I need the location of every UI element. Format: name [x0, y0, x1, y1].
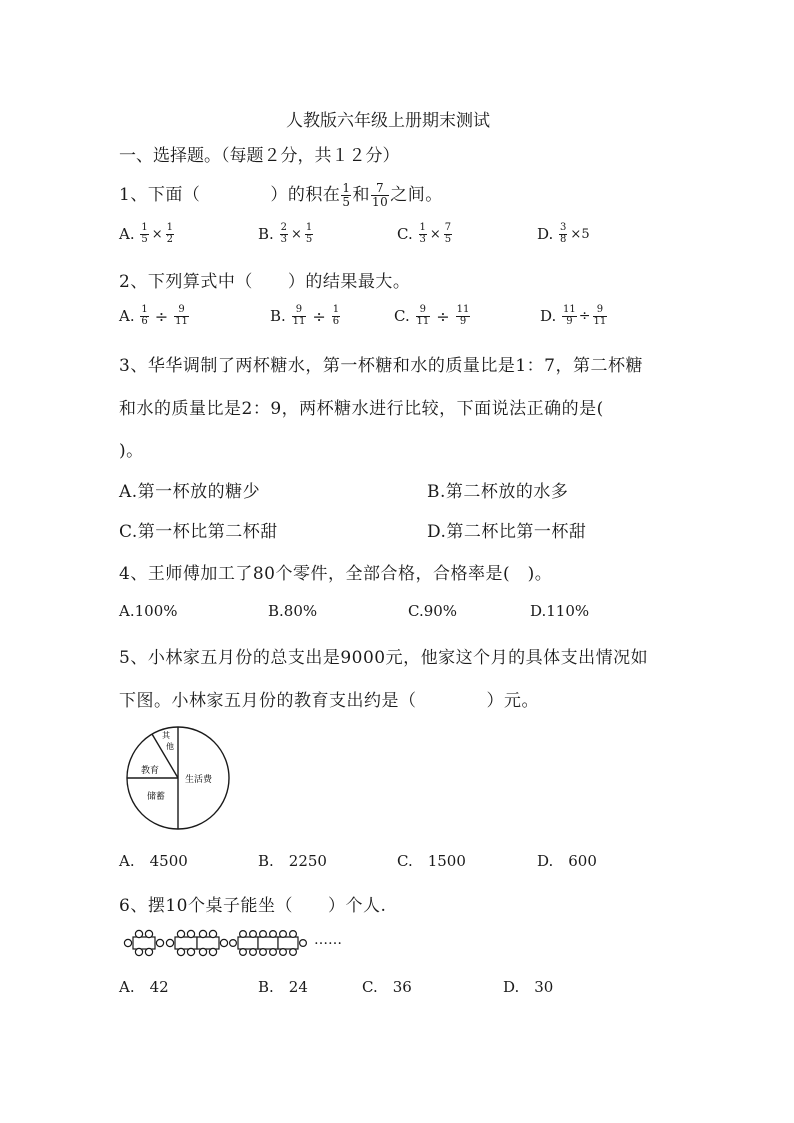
option-d[interactable]: D. $\frac{3}{8}$ ×5 [537, 222, 590, 245]
option-b[interactable]: B. 24 [258, 978, 308, 996]
question-1 [119, 180, 443, 209]
option-c[interactable]: C. 36 [362, 978, 412, 996]
option-d[interactable]: D.第二杯比第一杯甜 [427, 522, 587, 542]
question-2: 2、下列算式中（ ）的结果最大。 [119, 272, 411, 292]
fraction: $\frac{11}{9}$ [456, 304, 470, 327]
pie-label-savings: 储蓄 [147, 792, 166, 802]
fraction: $\frac{9}{11}$ [292, 304, 306, 327]
fraction: $\frac{1}{5}$ [305, 222, 313, 245]
table-group-1 [124, 930, 163, 955]
section-heading: 一、选择题。（每题２分，共１２分） [119, 146, 400, 166]
option-d[interactable]: D.110% [530, 602, 590, 620]
question-1-text-post: 之间。 [390, 185, 443, 205]
option-c[interactable]: C. 1500 [397, 852, 466, 870]
option-c[interactable]: C. $\frac{9}{11}$ ÷ $\frac{11}{9}$ [394, 304, 470, 327]
option-b[interactable]: B.第二杯放的水多 [427, 482, 569, 502]
option-d[interactable]: D. 30 [503, 978, 554, 996]
option-c[interactable]: C. $\frac{1}{3}$ × $\frac{7}{5}$ [397, 222, 452, 245]
fraction: $\frac{9}{11}$ [416, 304, 430, 327]
option-b[interactable]: B. $\frac{9}{11}$ ÷ $\frac{1}{6}$ [270, 304, 340, 327]
fraction: $\frac{7}{10}$ [371, 181, 389, 209]
fraction: $\frac{1}{2}$ [166, 222, 174, 245]
fraction: $\frac{1}{6}$ [141, 304, 148, 327]
table-group-2 [166, 930, 227, 955]
option-a[interactable]: A. 4500 [119, 852, 188, 870]
option-a[interactable]: A. $\frac{1}{5}$ × $\frac{1}{2}$ [119, 222, 174, 245]
fraction: $\frac{2}{3}$ [280, 222, 287, 245]
option-c[interactable]: C.90% [408, 602, 458, 620]
question-1-text-pre: 1、下面（ ）的积在 [119, 185, 341, 205]
question-3-line-3: )。 [119, 441, 144, 461]
option-b[interactable]: B.80% [268, 602, 318, 620]
option-c[interactable]: C.第一杯比第二杯甜 [119, 522, 278, 542]
question-3-line-2: 和水的质量比是2：9，两杯糖水进行比较，下面说法正确的是( [119, 399, 604, 419]
fraction: $\frac{11}{9}$ [563, 304, 576, 327]
pie-label-other-1: 其 [162, 731, 170, 740]
option-b[interactable]: B. 2250 [258, 852, 327, 870]
table-group-3 [230, 931, 307, 956]
question-6: 6、摆10个桌子能坐（ ）个人. [119, 896, 387, 916]
fraction: $\frac{1}{3}$ [419, 222, 426, 245]
option-d[interactable]: D. 600 [537, 852, 597, 870]
option-a[interactable]: A. $\frac{1}{6}$ ÷ $\frac{9}{11}$ [119, 304, 188, 327]
option-a[interactable]: A.第一杯放的糖少 [119, 482, 261, 502]
fraction: $\frac{3}{8}$ [560, 222, 567, 245]
fraction: $\frac{9}{11}$ [175, 304, 188, 327]
option-a[interactable]: A.100% [119, 602, 178, 620]
question-5-line-2: 下图。小林家五月份的教育支出约是（ ）元。 [119, 691, 539, 711]
tables-figure [122, 929, 312, 959]
ellipsis: …… [314, 932, 342, 948]
question-5-line-1: 5、小林家五月份的总支出是9000元，他家这个月的具体支出情况如 [119, 648, 649, 668]
option-d[interactable]: D. $\frac{11}{9}$ ÷ $\frac{9}{11}$ [540, 304, 607, 327]
question-4: 4、王师傅加工了80个零件，全部合格，合格率是( )。 [119, 564, 553, 584]
pie-label-education: 教育 [141, 766, 160, 776]
fraction: $\frac{9}{11}$ [593, 304, 607, 327]
page-title: 人教版六年级上册期末测试 [286, 111, 490, 131]
question-3-line-1: 3、华华调制了两杯糖水，第一杯糖和水的质量比是1：7，第二杯糖 [119, 356, 643, 376]
option-b[interactable]: B. $\frac{2}{3}$ × $\frac{1}{5}$ [258, 222, 313, 245]
fraction: $\frac{1}{5}$ [141, 222, 148, 245]
pie-label-living: 生活费 [185, 775, 213, 785]
fraction: $\frac{1}{5}$ [342, 181, 351, 209]
option-a[interactable]: A. 42 [119, 978, 169, 996]
fraction: $\frac{7}{5}$ [444, 222, 452, 245]
pie-label-other-2: 他 [166, 742, 174, 751]
fraction: $\frac{1}{6}$ [332, 304, 340, 327]
expense-pie-figure [122, 722, 234, 834]
question-1-text-mid: 和 [352, 185, 370, 205]
